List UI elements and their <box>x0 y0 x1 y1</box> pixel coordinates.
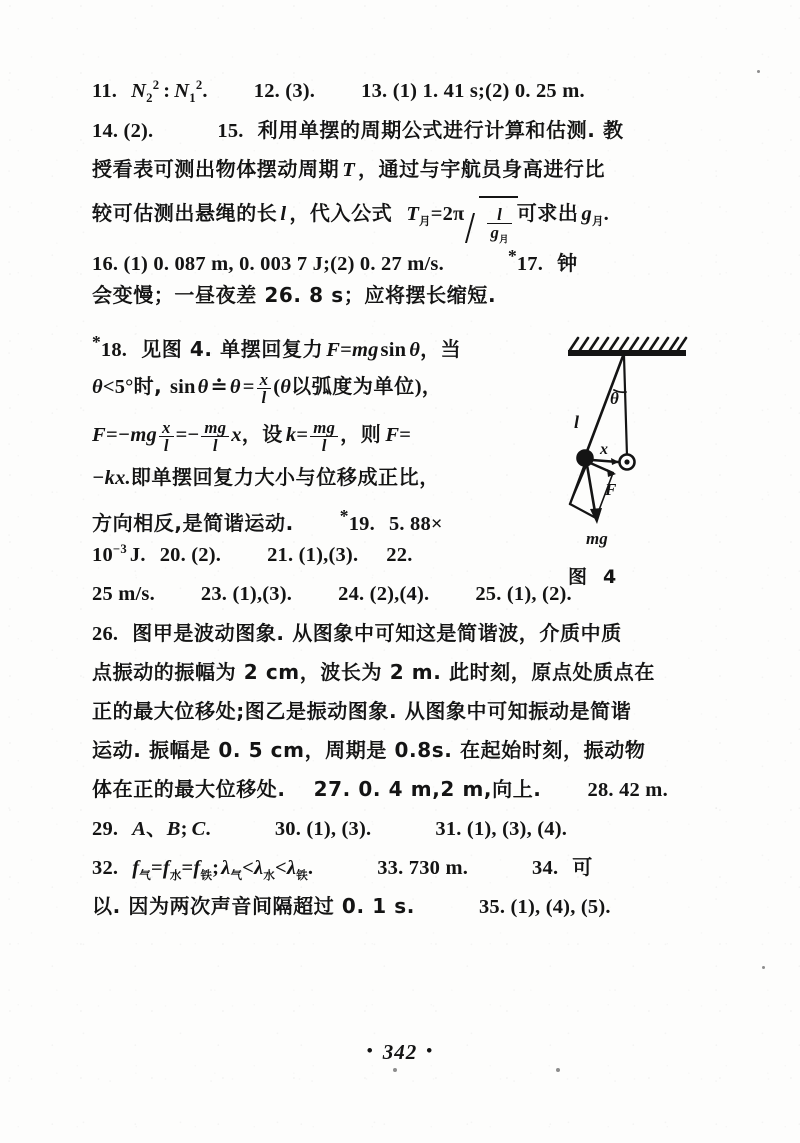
item-34-text-cont: 以. 因为两次声音间隔超过 0. 1 s. <box>92 894 415 918</box>
item-29-A: A <box>132 818 147 840</box>
item-15-text-c: 较可估测出悬绳的长 <box>92 201 278 225</box>
sin-label: sin <box>169 376 196 398</box>
freq-iron: $f_铁$ <box>193 857 213 883</box>
fraction-mg-over-l: $\frac{mg}{l}$ <box>201 419 229 454</box>
item-15-period: . <box>603 203 609 225</box>
scan-speck <box>556 1068 560 1072</box>
equals-neg-mg: =−mg <box>105 424 157 446</box>
equilibrium-bob-center <box>624 459 629 464</box>
item-29-end: . <box>205 818 211 840</box>
scan-speck <box>762 966 765 969</box>
displacement-arrowhead <box>611 458 619 465</box>
formula-equals-2pi: =2π <box>430 203 465 225</box>
answer-line-32-34 <box>92 848 718 887</box>
page-number: 342 <box>382 1040 418 1064</box>
variable-x-2: x <box>231 424 242 446</box>
fraction-mg-over-l-2: $\frac{mg}{l}$ <box>310 419 338 454</box>
variable-l: l <box>280 203 287 225</box>
item-26-text-4: 运动. 振幅是 0. 5 cm，周期是 0.8s. 在起始时刻，振动物 <box>92 738 646 762</box>
item-11-period: . <box>202 80 208 102</box>
equals-sign: = <box>242 376 255 398</box>
answer-line-11-13 <box>92 72 718 111</box>
ceiling-hatching <box>570 338 686 350</box>
item-18-number: 18. <box>100 338 128 361</box>
item-26-text-3: 正的最大位移处;图乙是振动图象. 从图象中可知振动是简谐 <box>92 699 632 723</box>
item-17-star: * <box>507 246 517 266</box>
item-34-text: 可 <box>572 855 593 879</box>
answer-line-26end-28 <box>92 770 718 809</box>
text-let: ，设 <box>241 422 283 446</box>
figure-4-caption <box>568 562 718 589</box>
theta-less-than-5deg: <5° <box>102 376 134 398</box>
item-15-text-d: ，代入公式 <box>289 201 393 225</box>
item-33-answer: 33. 730 m. <box>377 857 469 879</box>
answer-line-26 <box>92 614 718 653</box>
lambda-iron: $\lambda_铁$ <box>286 857 308 883</box>
item-30-answer: 30. (1), (3). <box>274 818 372 840</box>
item-31-answer: 31. (1), (3), (4). <box>435 818 568 840</box>
item-23-answer: 23. (1),(3). <box>200 583 293 605</box>
item-24-answer: 24. (2),(4). <box>338 583 430 605</box>
item-11-N2: $N_2^2$ <box>131 78 160 106</box>
item-21-answer: 21. (1),(3). <box>267 544 359 566</box>
formula-sin: sin <box>380 338 407 361</box>
item-15-text: 利用单摆的周期公式进行计算和估测. 教 <box>257 118 624 142</box>
item-19-value: 5. 88× <box>388 512 443 535</box>
text-then: ，则 <box>340 422 382 446</box>
answer-line-14-15 <box>92 111 718 150</box>
theta-symbol-4: θ <box>280 376 292 398</box>
comma-mark: ， <box>421 374 443 398</box>
item-26-text-2: 点振动的振幅为 2 cm，波长为 2 m. 此时刻，原点处质点在 <box>92 660 655 684</box>
item-18-text-b: ，当 <box>420 336 462 361</box>
figure-label-F: F <box>605 480 617 499</box>
item-27-answer: 27. 0. 4 m,2 m,向上. <box>313 777 542 801</box>
answer-line-34-35 <box>92 887 718 926</box>
item-19-number: 19. <box>348 512 375 535</box>
fraction-l-over-g: $\frac{l}{g_月}$ <box>487 206 511 241</box>
item-19-exponent: $10^{-3}$ <box>92 542 127 566</box>
scan-speck <box>757 70 760 73</box>
item-29-sep1: 、 <box>146 816 167 840</box>
item-29-sep2: ; <box>180 818 188 840</box>
semicolon-mark: ; <box>212 857 220 879</box>
answer-line-26-cont1 <box>92 653 718 692</box>
freq-air: $f_气$ <box>132 857 151 883</box>
item-29-number: 29. <box>92 818 119 840</box>
equilibrium-string <box>624 356 627 456</box>
item-26-text-5: 体在正的最大位移处. <box>92 777 286 801</box>
answer-line-26-cont3 <box>92 731 718 770</box>
item-18-conclusion-text: 即单摆回复力大小与位移成正比， <box>130 465 440 489</box>
answer-line-29-31 <box>92 809 718 848</box>
answer-line-16-17 <box>92 237 718 276</box>
figure-label-x: x <box>600 441 608 458</box>
formula-T-moon: $T_月$ <box>406 203 431 229</box>
item-18-final-text: 方向相反,是简谐运动. <box>92 510 294 535</box>
equals-sign-3: = <box>399 424 412 446</box>
force-F-symbol: F <box>92 424 106 446</box>
item-17-text: 钟 <box>557 250 578 275</box>
lambda-air: $\lambda_气$ <box>221 857 243 883</box>
theta-symbol-2: θ <box>197 376 209 398</box>
item-11-N1: $N_1^2$ <box>174 78 203 106</box>
formula-theta: θ <box>409 338 421 361</box>
equals-sign-2: = <box>296 424 309 446</box>
figure-4-pendulum-diagram <box>548 332 758 592</box>
item-19-unit: J. <box>129 544 146 566</box>
force-F-symbol-2: F <box>385 424 400 446</box>
item-18-star: * <box>92 332 101 352</box>
item-19-star: * <box>339 506 349 526</box>
item-14-answer: 14. (2). <box>92 120 154 142</box>
item-32-number: 32. <box>92 857 119 879</box>
item-35-answer: 35. (1), (4), (5). <box>478 896 611 918</box>
lambda-water: $\lambda_水$ <box>254 857 276 883</box>
fraction-x-over-l-2: $\frac{x}{l}$ <box>159 419 174 454</box>
item-26-text: 图甲是波动图象. 从图象中可知这是简谐波，介质中质 <box>132 621 622 645</box>
answer-line-26-cont2 <box>92 692 718 731</box>
item-15-text-b: ，通过与宇航员身高进行比 <box>357 157 606 181</box>
constant-k: k <box>285 424 297 446</box>
parallelogram-side-3 <box>570 462 588 504</box>
fraction-x-over-l: $\frac{x}{l}$ <box>257 371 272 406</box>
item-15-number: 15. <box>217 120 244 142</box>
item-28-answer: 28. 42 m. <box>587 779 668 801</box>
freq-water: $f_水$ <box>162 857 182 883</box>
item-20-answer: 20. (2). <box>159 544 222 566</box>
item-11-number: 11. <box>92 80 118 102</box>
item-18-text-a: 见图 4. 单摆回复力 <box>141 336 324 361</box>
item-17-number: 17. <box>516 252 544 275</box>
footer-dot-right: • <box>426 1040 434 1060</box>
equals-neg: =− <box>175 424 200 446</box>
answer-line-15-formula <box>92 189 718 246</box>
item-25-answer: 25. (1), (2). <box>475 583 572 605</box>
radian-unit-text: 以弧度为单位 <box>291 374 415 398</box>
text-when: 时, <box>133 374 170 398</box>
item-34-number: 34. <box>532 857 559 879</box>
theta-symbol-3: θ <box>229 376 241 398</box>
answer-line-15-cont <box>92 150 718 189</box>
item-22-value: 25 m/s. <box>92 583 155 605</box>
approx-equal: ≐ <box>210 376 228 398</box>
ceiling-bar <box>568 350 686 356</box>
eq-1: = <box>150 857 163 879</box>
figure-caption-label: 图 <box>568 566 604 588</box>
scan-speck <box>393 1068 397 1072</box>
item-16-answer: 16. (1) 0. 087 m, 0. 003 7 J;(2) 0. 27 m/s. <box>92 252 444 275</box>
variable-T: T <box>342 159 355 181</box>
item-15-text-e: 可求出 <box>516 201 579 225</box>
variable-g-moon: $g_月$ <box>581 203 604 229</box>
item-26-number: 26. <box>92 623 119 645</box>
item-12-answer: 12. (3). <box>253 80 316 102</box>
item-29-B: B <box>166 818 181 840</box>
theta-symbol: θ <box>92 376 103 398</box>
eq-2: = <box>181 857 194 879</box>
lt-2: < <box>275 857 287 879</box>
item-32-end: . <box>307 857 314 879</box>
item-29-C: C <box>191 818 206 840</box>
formula-neg-kx: −kx. <box>92 467 131 489</box>
figure-caption-number: 4 <box>603 566 633 588</box>
lt-1: < <box>242 857 255 879</box>
figure-label-theta: θ <box>610 389 619 408</box>
paren-close: ) <box>414 376 422 398</box>
figure-label-mg: mg <box>586 529 608 548</box>
footer-dot-left: • <box>366 1040 374 1060</box>
item-15-text-a: 授看表可测出物体摆动周期 <box>92 157 340 181</box>
item-22-number: 22. <box>386 544 413 566</box>
item-13-answer: 13. (1) 1. 41 s;(2) 0. 25 m. <box>361 80 585 102</box>
formula-F-mgsin: F=mg <box>326 338 379 361</box>
page-footer <box>0 1040 800 1065</box>
page-number-block <box>358 1040 442 1065</box>
answer-line-17-cont <box>92 276 718 315</box>
item-11-ratio-colon: : <box>163 80 171 102</box>
item-17-text-cont: 会变慢；一昼夜差 26. 8 s；应将摆长缩短. <box>92 283 497 307</box>
paren-open: ( <box>273 376 281 398</box>
figure-label-l: l <box>574 412 580 432</box>
